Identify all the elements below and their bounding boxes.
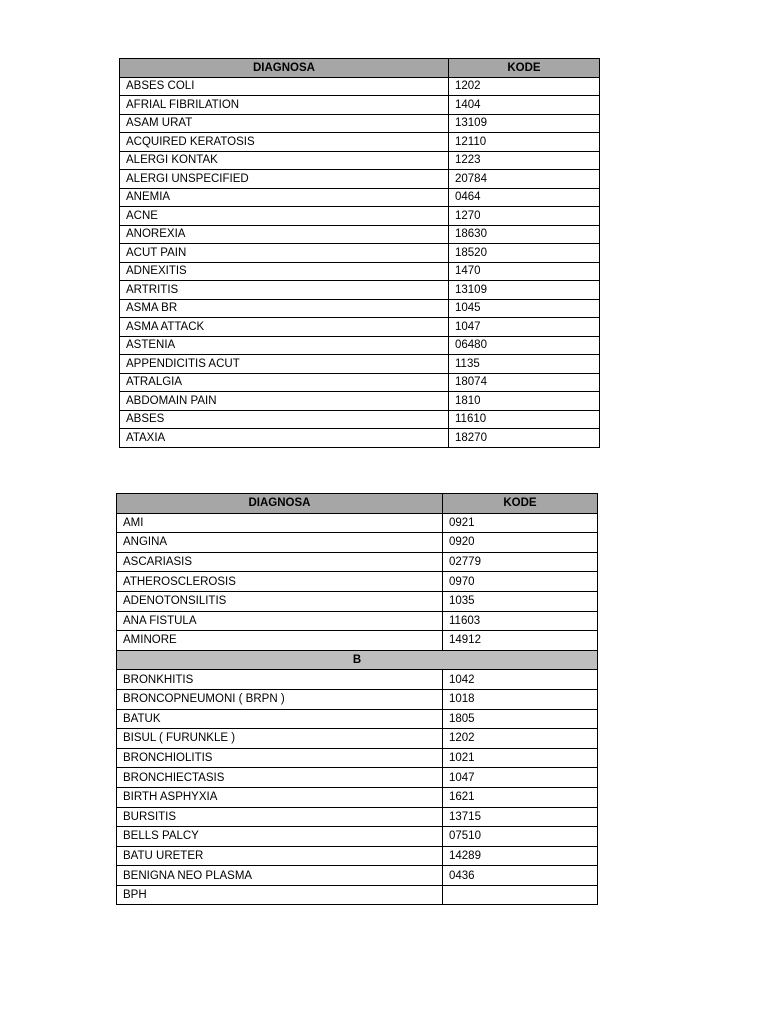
- diagnosa-cell: BENIGNA NEO PLASMA: [117, 866, 443, 886]
- table-row: [120, 151, 600, 170]
- diagnosa-cell: ACNE: [120, 207, 449, 226]
- table-row: [117, 807, 598, 827]
- kode-cell: 1047: [443, 768, 598, 788]
- diagnosa-cell: ANA FISTULA: [117, 611, 443, 631]
- kode-cell: 13109: [449, 281, 600, 300]
- kode-cell: 11610: [449, 410, 600, 429]
- kode-cell: 18074: [449, 373, 600, 392]
- kode-cell: 1045: [449, 299, 600, 318]
- diagnosa-cell: AMI: [117, 513, 443, 533]
- diagnosa-cell: BRONCOPNEUMONI ( BRPN ): [117, 689, 443, 709]
- kode-cell: 1404: [449, 96, 600, 115]
- kode-cell: 0464: [449, 188, 600, 207]
- table-row: [117, 552, 598, 572]
- diagnosa-cell: BELLS PALCY: [117, 827, 443, 847]
- kode-cell: 1621: [443, 787, 598, 807]
- diagnosa-cell: BRONKHITIS: [117, 670, 443, 690]
- column-header-kode: KODE: [449, 59, 600, 78]
- diagnosa-cell: BIRTH ASPHYXIA: [117, 787, 443, 807]
- table-row: [117, 846, 598, 866]
- diagnosa-cell: ASMA ATTACK: [120, 318, 449, 337]
- diagnosa-cell: ALERGI KONTAK: [120, 151, 449, 170]
- table-header-row: [117, 494, 598, 514]
- kode-cell: 1223: [449, 151, 600, 170]
- kode-cell: 1018: [443, 689, 598, 709]
- diagnosis-table-2: [116, 493, 598, 905]
- table-row: [120, 225, 600, 244]
- diagnosa-cell: ALERGI UNSPECIFIED: [120, 170, 449, 189]
- diagnosa-cell: ADENOTONSILITIS: [117, 591, 443, 611]
- table-row: [120, 392, 600, 411]
- kode-cell: 18630: [449, 225, 600, 244]
- diagnosa-cell: ASCARIASIS: [117, 552, 443, 572]
- table-row: [120, 336, 600, 355]
- table-row: [117, 827, 598, 847]
- diagnosa-cell: ADNEXITIS: [120, 262, 449, 281]
- kode-cell: 11603: [443, 611, 598, 631]
- table-row: [120, 373, 600, 392]
- kode-cell: 18270: [449, 429, 600, 448]
- diagnosa-cell: BISUL ( FURUNKLE ): [117, 729, 443, 749]
- table-body: [120, 77, 600, 447]
- table-row: [120, 170, 600, 189]
- table-row: [120, 355, 600, 374]
- kode-cell: 0920: [443, 533, 598, 553]
- diagnosa-cell: ASAM URAT: [120, 114, 449, 133]
- kode-cell: 06480: [449, 336, 600, 355]
- diagnosa-cell: ABSES COLI: [120, 77, 449, 96]
- table-row: [120, 299, 600, 318]
- kode-cell: 02779: [443, 552, 598, 572]
- table-row: [117, 768, 598, 788]
- diagnosa-cell: ATHEROSCLEROSIS: [117, 572, 443, 592]
- table-row: [117, 748, 598, 768]
- kode-cell: 1470: [449, 262, 600, 281]
- table-row: [120, 318, 600, 337]
- diagnosa-cell: BATU URETER: [117, 846, 443, 866]
- kode-cell: 0436: [443, 866, 598, 886]
- kode-cell: 1270: [449, 207, 600, 226]
- diagnosa-cell: ARTRITIS: [120, 281, 449, 300]
- kode-cell: 1021: [443, 748, 598, 768]
- diagnosa-cell: AMINORE: [117, 631, 443, 651]
- diagnosa-cell: BRONCHIECTASIS: [117, 768, 443, 788]
- table-row: [117, 709, 598, 729]
- kode-cell: 1810: [449, 392, 600, 411]
- table-row: [117, 591, 598, 611]
- kode-cell: 1035: [443, 591, 598, 611]
- table-row: [117, 631, 598, 651]
- kode-cell: 1805: [443, 709, 598, 729]
- diagnosa-cell: APPENDICITIS ACUT: [120, 355, 449, 374]
- diagnosa-cell: BRONCHIOLITIS: [117, 748, 443, 768]
- table-header-row: [120, 59, 600, 78]
- table-body: [117, 513, 598, 905]
- diagnosa-cell: ASTENIA: [120, 336, 449, 355]
- diagnosa-cell: ATAXIA: [120, 429, 449, 448]
- table-row: [120, 207, 600, 226]
- table-row: [117, 866, 598, 886]
- table-row: [120, 188, 600, 207]
- table-row: [117, 572, 598, 592]
- kode-cell: 13715: [443, 807, 598, 827]
- diagnosa-cell: ASMA BR: [120, 299, 449, 318]
- kode-cell: 12110: [449, 133, 600, 152]
- kode-cell: 1202: [443, 729, 598, 749]
- column-header-diagnosa: DIAGNOSA: [120, 59, 449, 78]
- kode-cell: 1202: [449, 77, 600, 96]
- kode-cell: 13109: [449, 114, 600, 133]
- column-header-kode: KODE: [443, 494, 598, 514]
- kode-cell: 20784: [449, 170, 600, 189]
- kode-cell: 1047: [449, 318, 600, 337]
- diagnosa-cell: ABDOMAIN PAIN: [120, 392, 449, 411]
- table-row: [120, 77, 600, 96]
- table-row: [117, 885, 598, 905]
- diagnosa-cell: BATUK: [117, 709, 443, 729]
- table-row: [120, 281, 600, 300]
- table-row: [120, 244, 600, 263]
- table-row: [117, 670, 598, 690]
- table-row: [120, 262, 600, 281]
- kode-cell: 1135: [449, 355, 600, 374]
- diagnosa-cell: AFRIAL FIBRILATION: [120, 96, 449, 115]
- table-row: [117, 689, 598, 709]
- diagnosa-cell: ANEMIA: [120, 188, 449, 207]
- diagnosa-cell: ACUT PAIN: [120, 244, 449, 263]
- table-row: [117, 611, 598, 631]
- diagnosa-cell: ACQUIRED KERATOSIS: [120, 133, 449, 152]
- table-row: [120, 114, 600, 133]
- kode-cell: 0970: [443, 572, 598, 592]
- table-row: [117, 513, 598, 533]
- kode-cell: 14912: [443, 631, 598, 651]
- table-row: [117, 729, 598, 749]
- kode-cell: 0921: [443, 513, 598, 533]
- diagnosa-cell: ANOREXIA: [120, 225, 449, 244]
- table-row: [120, 410, 600, 429]
- kode-cell: [443, 885, 598, 905]
- kode-cell: 18520: [449, 244, 600, 263]
- table-row: [117, 787, 598, 807]
- table-row: [120, 133, 600, 152]
- diagnosa-cell: BPH: [117, 885, 443, 905]
- diagnosa-cell: ANGINA: [117, 533, 443, 553]
- table-row: [120, 96, 600, 115]
- kode-cell: 14289: [443, 846, 598, 866]
- section-header-row: [117, 650, 598, 670]
- diagnosa-cell: ATRALGIA: [120, 373, 449, 392]
- kode-cell: 1042: [443, 670, 598, 690]
- diagnosa-cell: BURSITIS: [117, 807, 443, 827]
- section-label: B: [117, 650, 598, 670]
- kode-cell: 07510: [443, 827, 598, 847]
- table-row: [117, 533, 598, 553]
- table-row: [120, 429, 600, 448]
- diagnosa-cell: ABSES: [120, 410, 449, 429]
- column-header-diagnosa: DIAGNOSA: [117, 494, 443, 514]
- diagnosis-table-1: [119, 58, 600, 448]
